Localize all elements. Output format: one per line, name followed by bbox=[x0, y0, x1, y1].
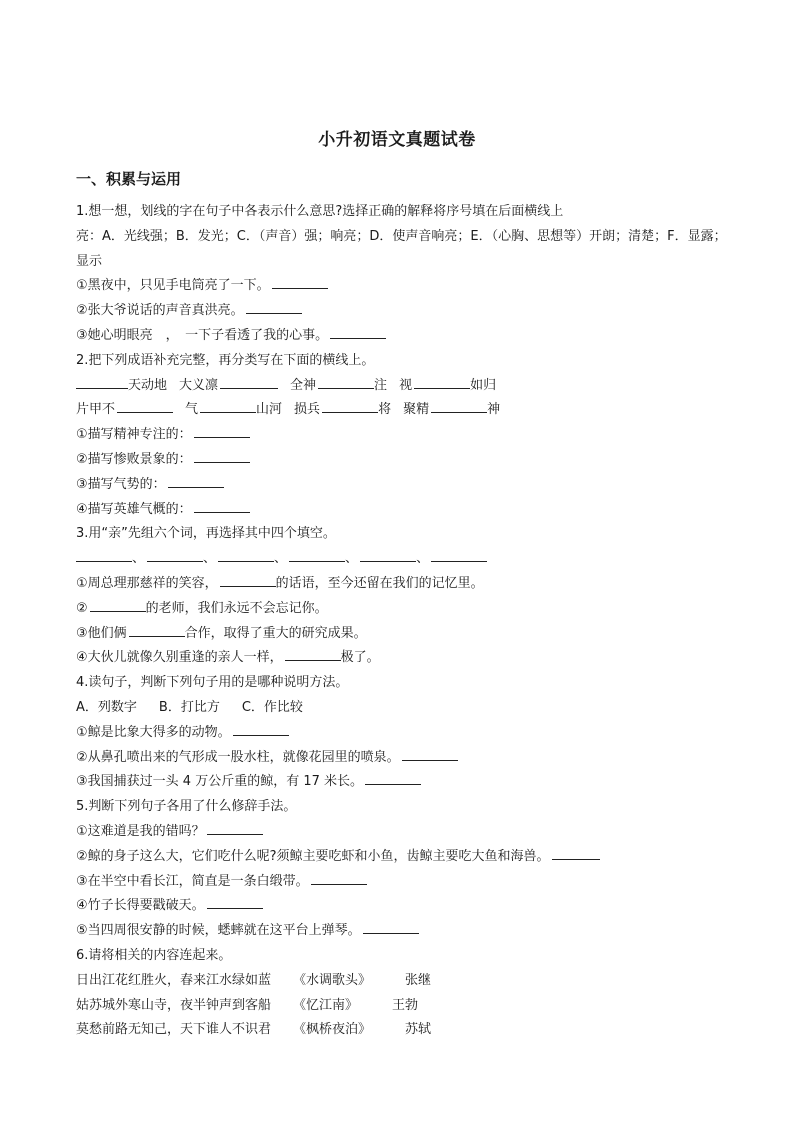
answer-blank[interactable] bbox=[117, 400, 173, 413]
q1-item-3 bbox=[76, 324, 728, 349]
poem-work: 《枫桥夜泊》 bbox=[293, 1022, 372, 1038]
q5-item-2 bbox=[76, 845, 728, 870]
idiom-part: 注 bbox=[374, 377, 388, 393]
q2-idiom-row-2 bbox=[76, 398, 728, 423]
q3-item-2-before: ② bbox=[76, 600, 88, 616]
answer-blank[interactable] bbox=[194, 425, 250, 438]
answer-blank[interactable] bbox=[414, 376, 470, 389]
section-heading: 一、积累与运用 bbox=[76, 170, 182, 188]
q4-item-1 bbox=[76, 721, 728, 746]
q2-item-4-text: ④描写英雄气概的： bbox=[76, 501, 192, 517]
idiom-part: 山河 bbox=[256, 402, 283, 418]
answer-blank[interactable] bbox=[311, 872, 367, 885]
q3-item-3-after: 合作，取得了重大的研究成果。 bbox=[184, 625, 367, 641]
q1-item-2 bbox=[76, 299, 728, 324]
q6-stem: 6.请将相关的内容连起来。 bbox=[76, 947, 232, 963]
idiom-part: 气 bbox=[185, 402, 199, 418]
q4-option-c: C．作比较 bbox=[241, 699, 303, 715]
q5-item-4-text: ④竹子长得要戳破天。 bbox=[76, 898, 205, 914]
answer-blank[interactable] bbox=[431, 549, 487, 562]
answer-blank[interactable] bbox=[330, 326, 386, 339]
answer-blank[interactable] bbox=[363, 921, 419, 934]
answer-blank[interactable] bbox=[365, 772, 421, 785]
q3-item-4-after: 极了。 bbox=[340, 650, 380, 666]
idiom-part: 天动地 bbox=[128, 377, 168, 393]
answer-blank[interactable] bbox=[194, 500, 250, 513]
poem-verse: 莫愁前路无知己，天下谁人不识君 bbox=[76, 1022, 272, 1038]
answer-blank[interactable] bbox=[76, 549, 132, 562]
q2-item-3-text: ③描写气势的： bbox=[76, 476, 166, 492]
separator: 、 bbox=[274, 551, 288, 567]
q4-item-3-text: ③我国捕获过一头 4 万公斤重的鲸，有 17 米长。 bbox=[76, 774, 363, 790]
q4-option-a: A．列数字 bbox=[76, 699, 137, 715]
q3-item-3-before: ③他们俩 bbox=[76, 625, 127, 641]
poem-work: 《忆江南》 bbox=[293, 997, 359, 1013]
q1-item-2-text: ②张大爷说话的声音真洪亮。 bbox=[76, 303, 244, 319]
idiom-part: 大义凛 bbox=[179, 377, 219, 393]
answer-blank[interactable] bbox=[220, 376, 278, 389]
exam-content bbox=[76, 200, 728, 1043]
q5-item-2-text: ②鲸的身子这么大，它们吃什么呢?须鲸主要吃虾和小鱼，齿鲸主要吃大鱼和海兽。 bbox=[76, 848, 550, 864]
q6-row-2 bbox=[76, 994, 728, 1019]
q2-idiom-row-1 bbox=[76, 374, 728, 399]
q5-item-1 bbox=[76, 820, 728, 845]
q3-item-1-after: 的话语，至今还留在我们的记忆里。 bbox=[275, 575, 484, 591]
answer-blank[interactable] bbox=[220, 574, 276, 587]
q3-item-1 bbox=[76, 572, 728, 597]
q5-stem: 5.判断下列句子各用了什么修辞手法。 bbox=[76, 799, 297, 815]
q3-word-blanks bbox=[76, 547, 728, 572]
q5-item-5-text: ⑤当四周很安静的时候，蟋蟀就在这平台上弹琴。 bbox=[76, 923, 361, 939]
poem-author: 王勃 bbox=[392, 997, 419, 1013]
q3-stem: 3.用“亲”先组六个词，再选择其中四个填空。 bbox=[76, 526, 336, 542]
idiom-part: 损兵 bbox=[294, 402, 321, 418]
q3-item-4-before: ④大伙儿就像久别重逢的亲人一样， bbox=[76, 650, 283, 666]
q2-stem: 2.把下列成语补充完整，再分类写在下面的横线上。 bbox=[76, 352, 375, 368]
q4-item-2 bbox=[76, 746, 728, 771]
q2-item-1-text: ①描写精神专注的： bbox=[76, 427, 192, 443]
answer-blank[interactable] bbox=[431, 400, 487, 413]
q2-item-1 bbox=[76, 423, 728, 448]
q1-item-1-text: ①黑夜中，只见手电筒亮了一下。 bbox=[76, 278, 270, 294]
answer-blank[interactable] bbox=[322, 400, 378, 413]
answer-blank[interactable] bbox=[246, 301, 302, 314]
answer-blank[interactable] bbox=[90, 599, 146, 612]
q2-item-3 bbox=[76, 473, 728, 498]
answer-blank[interactable] bbox=[272, 276, 328, 289]
answer-blank[interactable] bbox=[218, 549, 274, 562]
separator: 、 bbox=[345, 551, 359, 567]
answer-blank[interactable] bbox=[194, 450, 250, 463]
q4-item-3 bbox=[76, 770, 728, 795]
answer-blank[interactable] bbox=[168, 475, 224, 488]
answer-blank[interactable] bbox=[233, 723, 289, 736]
q3-item-4 bbox=[76, 646, 728, 671]
q5-item-3 bbox=[76, 870, 728, 895]
answer-blank[interactable] bbox=[207, 896, 263, 909]
q1-item-1 bbox=[76, 274, 728, 299]
idiom-part: 神 bbox=[487, 402, 501, 418]
q6-row-1 bbox=[76, 969, 728, 994]
q4-option-b: B．打比方 bbox=[158, 699, 220, 715]
q3-item-3 bbox=[76, 622, 728, 647]
idiom-part: 聚精 bbox=[403, 402, 430, 418]
answer-blank[interactable] bbox=[360, 549, 416, 562]
q5-item-4 bbox=[76, 894, 728, 919]
separator: 、 bbox=[416, 551, 430, 567]
q4-stem: 4.读句子，判断下列句子用的是哪种说明方法。 bbox=[76, 675, 349, 691]
idiom-part: 全神 bbox=[290, 377, 317, 393]
separator: 、 bbox=[203, 551, 217, 567]
q4-options bbox=[76, 696, 728, 721]
poem-verse: 姑苏城外寒山寺，夜半钟声到客船 bbox=[76, 997, 272, 1013]
answer-blank[interactable] bbox=[402, 748, 458, 761]
separator: 、 bbox=[132, 551, 146, 567]
idiom-part: 将 bbox=[378, 402, 392, 418]
answer-blank[interactable] bbox=[129, 624, 185, 637]
answer-blank[interactable] bbox=[552, 847, 600, 860]
q2-item-2 bbox=[76, 448, 728, 473]
idiom-part: 视 bbox=[399, 377, 413, 393]
q5-item-1-text: ①这难道是我的错吗？ bbox=[76, 823, 205, 839]
answer-blank[interactable] bbox=[289, 549, 345, 562]
poem-author: 张继 bbox=[405, 972, 432, 988]
answer-blank[interactable] bbox=[76, 376, 128, 389]
poem-author: 苏轼 bbox=[405, 1022, 432, 1038]
q4-item-2-text: ②从鼻孔喷出来的气形成一股水柱，就像花园里的喷泉。 bbox=[76, 749, 400, 765]
q2-item-4 bbox=[76, 498, 728, 523]
answer-blank[interactable] bbox=[147, 549, 203, 562]
q3-item-2 bbox=[76, 597, 728, 622]
idiom-part: 如归 bbox=[470, 377, 497, 393]
q2-item-2-text: ②描写惨败景象的： bbox=[76, 451, 192, 467]
q5-item-3-text: ③在半空中看长江，简直是一条白缎带。 bbox=[76, 873, 309, 889]
q4-item-1-text: ①鲸是比象大得多的动物。 bbox=[76, 724, 231, 740]
q1-stem: 1.想一想，划线的字在句子中各表示什么意思?选择正确的解释将序号填在后面横线上 bbox=[76, 204, 564, 219]
answer-blank[interactable] bbox=[285, 648, 341, 661]
answer-blank[interactable] bbox=[207, 822, 263, 835]
page-title: 小升初语文真题试卷 bbox=[318, 130, 476, 150]
answer-blank[interactable] bbox=[318, 376, 374, 389]
q3-item-2-after: 的老师，我们永远不会忘记你。 bbox=[145, 600, 328, 616]
q3-item-1-before: ①周总理那慈祥的笑容， bbox=[76, 575, 218, 591]
q5-item-5 bbox=[76, 919, 728, 944]
q1-item-3-text: ③她心明眼亮 ， 一下子看透了我的心事。 bbox=[76, 327, 329, 343]
answer-blank[interactable] bbox=[200, 400, 256, 413]
poem-verse: 日出江花红胜火，春来江水绿如蓝 bbox=[76, 972, 272, 988]
poem-work: 《水调歌头》 bbox=[293, 972, 372, 988]
q6-row-3 bbox=[76, 1018, 728, 1043]
idiom-part: 片甲不 bbox=[76, 402, 116, 418]
q1-options: 亮：A．光线强；B．发光；C．（声音）强；响亮；D．使声音响亮；E．（心胸、思想等）开朗；清楚；F．显露；显示 bbox=[76, 228, 727, 269]
